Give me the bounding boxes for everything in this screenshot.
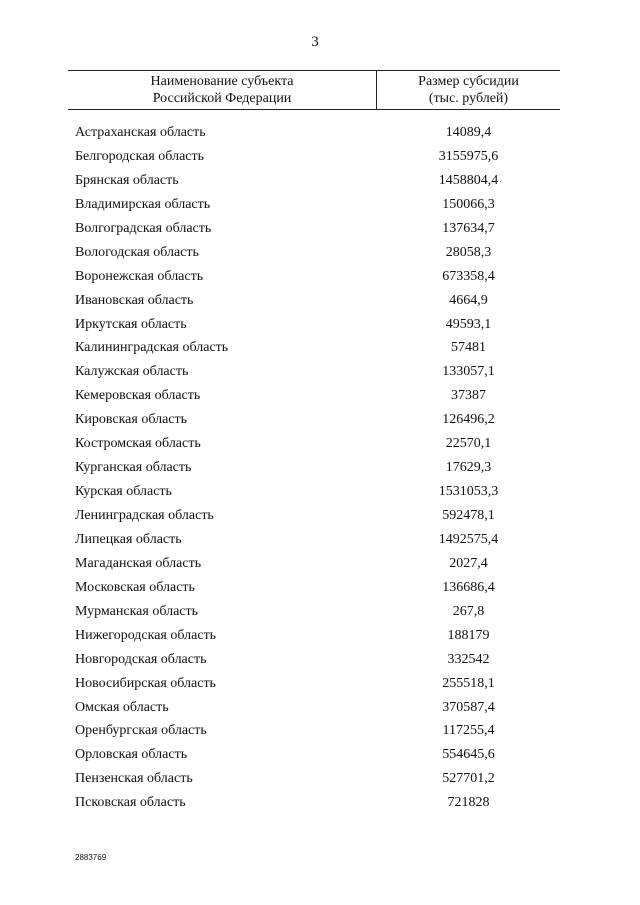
subsidy-value: 17629,3 [445,460,492,476]
subsidy-value: 126496,2 [442,412,495,428]
table-row [0,432,640,456]
table-row [0,408,640,432]
region-name: Волгоградская область [75,220,212,236]
region-name: Иркутская область [75,316,187,332]
table-header [68,70,560,110]
table-row [0,719,640,743]
header-region-name-line2: Российской Федерации [152,91,292,106]
subsidy-value: 527701,2 [442,771,495,787]
subsidy-value: 188179 [447,627,490,643]
table-row [0,336,640,360]
table-row [0,528,640,552]
region-name: Владимирская область [75,196,211,212]
table-row [0,456,640,480]
table-row [0,552,640,576]
region-name: Магаданская область [75,555,202,571]
header-region-name [68,73,376,107]
region-name: Новосибирская область [75,675,216,691]
table-row [0,145,640,169]
table-row [0,672,640,696]
subsidy-value: 150066,3 [442,196,495,212]
region-name: Кемеровская область [75,388,201,404]
table-row [0,217,640,241]
subsidy-value: 592478,1 [442,508,495,523]
region-name: Омская область [75,699,169,715]
table-row [0,265,640,289]
table-row [0,791,640,815]
subsidy-value: 1492575,4 [438,531,499,547]
subsidy-value: 255518,1 [442,675,495,691]
subsidy-value: 117255,4 [442,723,495,739]
table-row [0,121,640,145]
subsidy-value: 554645,6 [442,747,495,763]
subsidy-value: 370587,4 [442,699,495,715]
subsidy-value: 14089,4 [445,125,492,140]
subsidy-value: 267,8 [452,603,485,619]
region-name: Московская область [75,579,195,595]
table-row [0,313,640,337]
region-name: Вологодская область [75,244,199,260]
subsidy-value: 22570,1 [445,436,492,452]
region-name: Костромская область [75,436,201,452]
region-name: Курская область [75,484,172,500]
region-name: Оренбургская область [75,723,207,739]
table-row [0,169,640,193]
table-row [0,576,640,600]
table-row [0,289,640,313]
table-row [0,193,640,217]
region-name: Мурманская область [75,603,199,619]
region-name: Кировская область [75,412,188,428]
table-row [0,360,640,384]
region-name: Ивановская область [75,292,194,308]
region-name: Нижегородская область [75,627,217,643]
region-name: Белгородская область [75,148,205,164]
subsidy-value: 721828 [447,795,490,811]
table-row [0,600,640,624]
subsidy-value: 332542 [447,651,490,667]
subsidy-value: 28058,3 [445,244,492,260]
table-row [0,696,640,720]
header-subsidy-size-line2: (тыс. рублей) [428,91,509,106]
table-row [0,624,640,648]
region-name: Калининградская область [75,340,229,356]
subsidy-value: 673358,4 [442,268,495,284]
region-name: Астраханская область [75,125,206,140]
subsidy-value: 37387 [451,388,486,404]
table-body [0,121,640,815]
table-row [0,743,640,767]
table-row [0,504,640,528]
subsidy-value: 1531053,3 [438,484,499,500]
subsidy-value: 57481 [451,340,486,356]
subsidy-value: 137634,7 [442,220,495,236]
table-row [0,767,640,791]
header-subsidy-size-line1: Размер субсидии [418,74,519,89]
subsidy-value: 1458804,4 [438,172,499,188]
region-name: Брянская область [75,172,179,188]
region-name: Ленинградская область [75,508,214,523]
header-region-name-line1: Наименование субъекта [150,74,294,89]
subsidy-value: 4664,9 [449,292,488,308]
subsidy-value: 133057,1 [442,364,495,380]
region-name: Липецкая область [75,531,182,547]
table-row [0,241,640,265]
subsidy-value: 49593,1 [445,316,492,332]
region-name: Новгородская область [75,651,207,667]
region-name: Пензенская область [75,771,193,787]
header-subsidy-size [377,73,560,107]
region-name: Псковская область [75,795,186,811]
region-name: Калужская область [75,364,189,380]
region-name: Орловская область [75,747,188,763]
subsidy-value: 2027,4 [449,555,488,571]
region-name: Воронежская область [75,268,204,284]
page-number: 3 [311,34,319,50]
subsidy-value: 3155975,6 [438,148,499,164]
table-row [0,384,640,408]
subsidy-value: 136686,4 [442,579,495,595]
document-code: 2883769 [75,853,107,862]
region-name: Курганская область [75,460,192,476]
table-row [0,480,640,504]
table-row [0,648,640,672]
